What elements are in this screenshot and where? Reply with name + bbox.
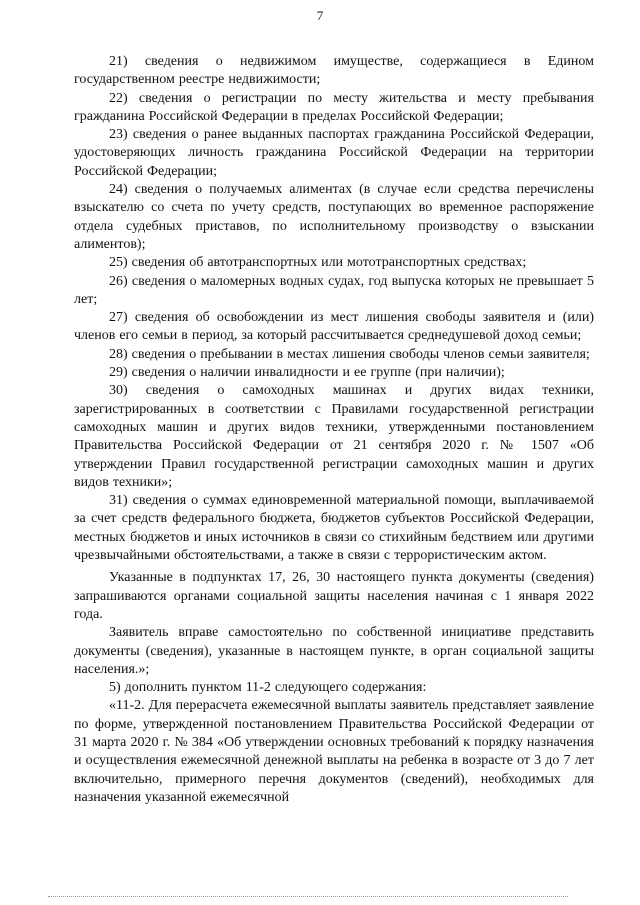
- paragraph-note-subclauses: Указанные в подпунктах 17, 26, 30 настоящего пункта документы (сведения) запрашиваются органами социальной защиты населения начиная с 1 января 2022 года.: [74, 570, 594, 622]
- paragraph-item-31: 31) сведения о суммах единовременной материальной помощи, выплачиваемой за счет средств федерального бюджета, бюджетов субъектов Российской Федерации, местных бюджетов и иных источников в связи со стихийным бедствием или другими чрезвычайными обстоятельствами, а также в связи с террористическим актом.: [74, 493, 594, 564]
- paragraph-item-25: 25) сведения об автотранспортных или мототранспортных средствах;: [109, 255, 527, 271]
- paragraph-item-27: 27) сведения об освобождении из мест лишения свободы заявителя и (или) членов его семьи в период, за который рассчитывается среднедушевой доход семьи;: [74, 310, 594, 344]
- paragraph-item-29: 29) сведения о наличии инвалидности и ее группе (при наличии);: [109, 365, 505, 381]
- paragraph-item-22: 22) сведения о регистрации по месту жительства и месту пребывания гражданина Российской Федерации в пределах Российской Федерации;: [74, 90, 594, 124]
- scan-edge-line: [48, 896, 568, 897]
- paragraph-amendment-5: 5) дополнить пунктом 11-2 следующего содержания:: [109, 680, 427, 696]
- paragraph-item-26: 26) сведения о маломерных водных судах, год выпуска которых не превышает 5 лет;: [74, 273, 594, 307]
- document-body: [74, 53, 594, 807]
- paragraph-item-24: 24) сведения о получаемых алиментах (в случае если средства перечислены взыскателю со счета по учету средств, поступающих во временное распоряжение отдела судебных приставов, по исполнительному производству о взыскании алиментов);: [74, 182, 594, 252]
- paragraph-item-30: 30) сведения о самоходных машинах и других видах техники, зарегистрированных в соответствии с Правилами государственной регистрации самоходных машин и других видов техники, утвержденными постановлением Правительства Российской Федерации от 21 сентября 2020 г. № 1507 «Об утверждении Правил государственной регистрации самоходных машин и других видов техники»;: [74, 383, 594, 490]
- paragraph-clause-11-2: «11-2. Для перерасчета ежемесячной выплаты заявитель представляет заявление по форме, утвержденной постановлением Правительства Российской Федерации от 31 марта 2020 г. № 384 «Об утверждении основных требований к порядку назначения и осуществления ежемесячной денежной выплаты на ребенка в возрасте от 3 до 7 лет включительно, примерного перечня документов (сведений), необходимых для назначения указанной ежемесячной: [74, 698, 594, 805]
- paragraph-item-23: 23) сведения о ранее выданных паспортах гражданина Российской Федерации, удостоверяющих личность гражданина Российской Федерации на территории Российской Федерации;: [74, 127, 594, 179]
- paragraph-applicant-right: Заявитель вправе самостоятельно по собственной инициативе представить документы (сведения), указанные в настоящем пункте, в орган социальной защиты населения.»;: [74, 625, 594, 677]
- paragraph-item-21: 21) сведения о недвижимом имуществе, содержащиеся в Едином государственном реестре недвижимости;: [74, 54, 594, 88]
- paragraph-item-28: 28) сведения о пребывании в местах лишения свободы членов семьи заявителя;: [109, 346, 590, 362]
- page-number: 7: [316, 8, 324, 23]
